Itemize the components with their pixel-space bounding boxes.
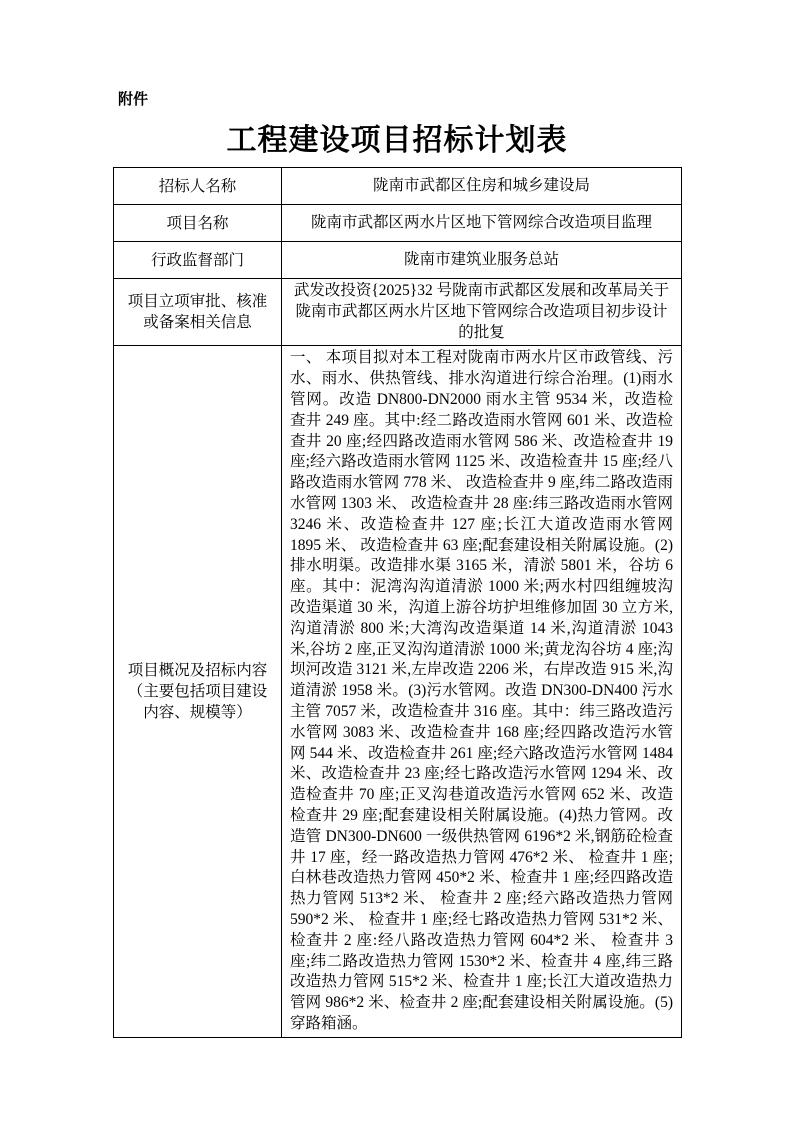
table-row-project-overview [114,346,682,1037]
page-title: 工程建设项目招标计划表 [226,124,568,157]
row-value-project-overview: 一、 本项目拟对本工程对陇南市两水片区市政管线、污水、雨水、供热管线、排水沟道进行综合治理。(1)雨水管网。改造 DN800-DN2000 雨水主管 9534 米，改造检查井 249 座。其中:经二路改造雨水管网 601 米、改造检查井 20 座;经四路改造雨水管网 586 米、改造检查井 19 座;经六路改造雨水管网 1125 米、改造检查井 15 座;经八路改造雨水管网 778 米、 改造检查井 9 座,纬二路改造雨水管网 1303 米、 改造检查井 28 座:纬三路改造雨水管网 3246 米、改造检查井 127 座;长江大道改造雨水管网 1895 米、 改造检查井 63 座;配套建设相关附属设施。(2)排水明渠。改造排水渠 3165 米，清淤 5801 米，谷坊 6 座。其中：泥湾沟沟道清淤 1000 米;两水村四组缠坡沟改造渠道 30 米，沟道上游谷坊护坦维修加固 30 立方米,沟道清淤 800 米;大湾沟改造渠道 14 米,沟道清淤 1043 米,谷坊 2 座,正叉沟沟道清淤 1000 米;黄龙沟谷坊 4 座;沟坝河改造 3121 米,左岸改造 2206 米，右岸改造 915 米,沟道清淤 1958 米。(3)污水管网。改造 DN300-DN400 污水主管 7057 米，改造检查井 316 座。其中：纬三路改造污水管网 3083 米、改造检查井 168 座;经四路改造污水管网 544 米、改造检查井 261 座;经六路改造污水管网 1484 米、改造检查井 23 座;经七路改造污水管网 1294 米、改造检查井 70 座;正叉沟巷道改造污水管网 652 米、改造检查井 29 座;配套建设相关附属设施。(4)热力管网。改造管 DN300-DN600 一级供热管网 6196*2 米,钢筋砼检查井 17 座，经一路改造热力管网 476*2 米、 检查井 1 座;白林巷改造热力管网 450*2 米、检查井 1 座;经四路改造热力管网 513*2 米、 检查井 2 座;经六路改造热力管网 590*2 米、 检查井 1 座;经七路改造热力管网 531*2 米、 检查井 2 座:经八路改造热力管网 604*2 米、 检查井 3 座;纬二路改造热力管网 1530*2 米、检查井 4 座,纬三路改造热力管网 515*2 米、检查井 1 座;长江大道改造热力管网 986*2 米、检查井 2 座;配套建设相关附属设施。(5)穿路箱涵。 [282,346,682,1037]
bidding-plan-table [113,167,682,1038]
row-value-approval-info: 武发改投资{2025}32 号陇南市武都区发展和改革局关于陇南市武都区两水片区地下管网综合改造项目初步设计的批复 [282,279,682,346]
row-label-project-name: 项目名称 [114,205,282,242]
row-label-supervisory-department: 行政监督部门 [114,242,282,279]
table-row-approval-info [114,279,682,346]
row-value-project-name: 陇南市武都区两水片区地下管网综合改造项目监理 [282,205,682,242]
table-row-bidder-name [114,168,682,205]
table-row-project-name [114,205,682,242]
table-row-supervisory-department [114,242,682,279]
row-label-bidder-name: 招标人名称 [114,168,282,205]
row-value-supervisory-department: 陇南市建筑业服务总站 [282,242,682,279]
row-label-project-overview: 项目概况及招标内容（主要包括项目建设内容、规模等） [114,346,282,1037]
attachment-label: 附件 [118,91,149,108]
row-label-approval-info: 项目立项审批、核准或备案相关信息 [114,279,282,346]
row-value-bidder-name: 陇南市武都区住房和城乡建设局 [282,168,682,205]
